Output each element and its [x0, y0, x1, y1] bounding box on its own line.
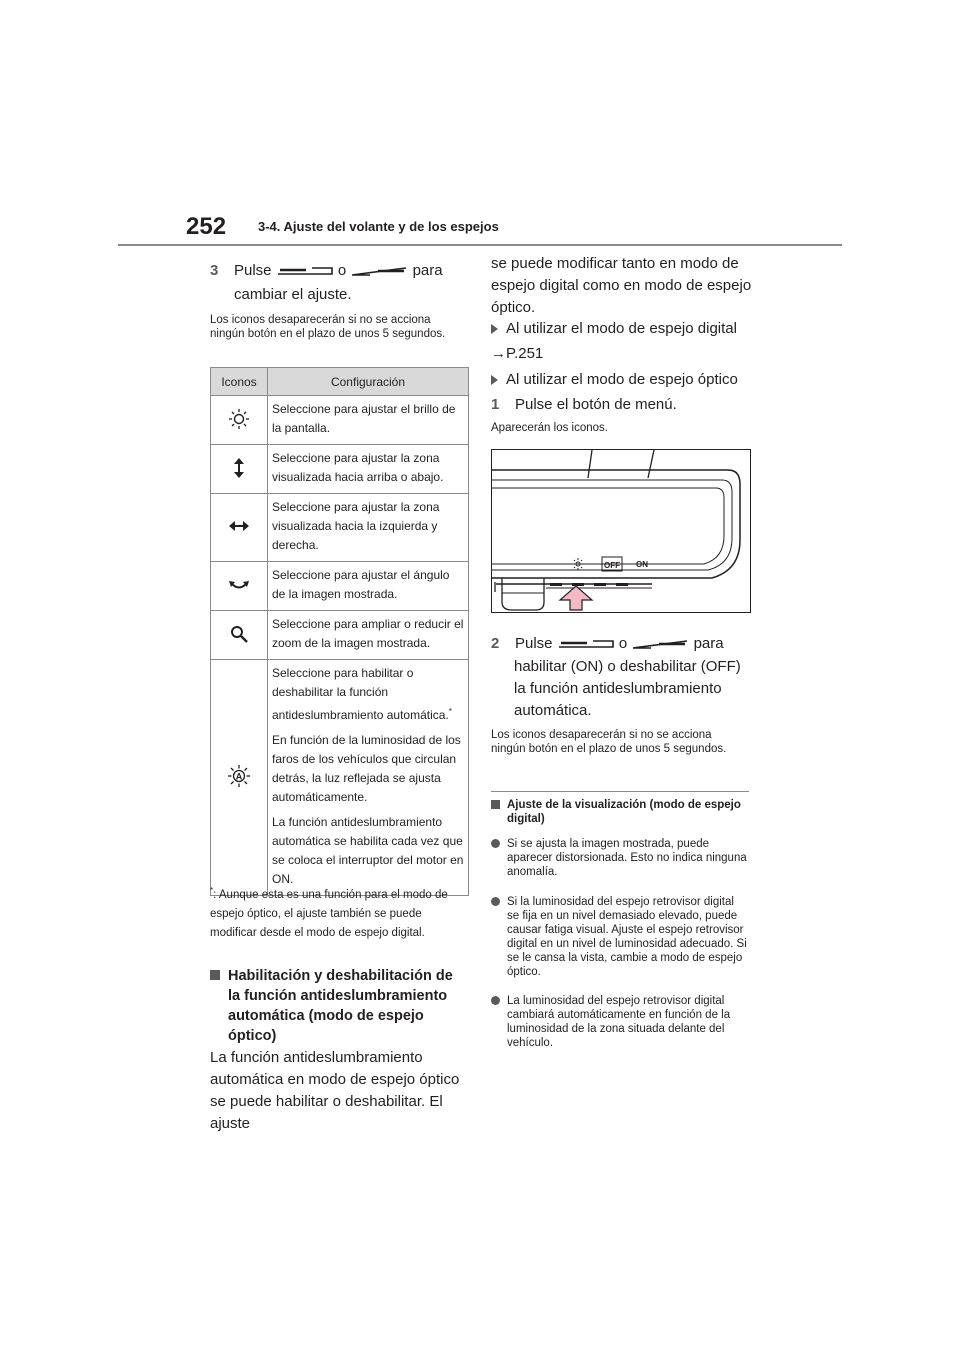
- mirror-illustration: [492, 450, 750, 612]
- brightness-icon: [229, 409, 249, 429]
- step-pulse: Pulse: [234, 262, 272, 279]
- step-3-line2: cambiar el ajuste.: [234, 286, 352, 303]
- list-item-text: Si la luminosidad del espejo retrovisor digital se fija en un nivel demasiado elevado, puede causar fatiga visual. Ajuste el espejo retrovisor digital en un nivel de luminosidad adecuado. Si se le cansa la vista, cambie a modo de espejo óptico.: [507, 896, 747, 978]
- divider: [491, 791, 749, 792]
- footnote-text: : Aunque esta es una función para el modo de espejo óptico, el ajuste también se puede modificar desde el modo de espejo digital.: [210, 888, 448, 939]
- heading-text: Habilitación y deshabilitación de la función antideslumbramiento automática (modo de espejo óptico): [228, 968, 453, 1044]
- col-header-config: Configuración: [268, 368, 469, 396]
- on-label: ON: [636, 560, 648, 569]
- table-row: [211, 660, 469, 896]
- section-heading: [210, 966, 465, 1046]
- table-row: [211, 494, 469, 562]
- svg-text:A: A: [235, 771, 243, 782]
- step-2: [491, 633, 761, 655]
- table-row: [211, 611, 469, 660]
- page-number: 252: [186, 213, 227, 240]
- step-or: o: [337, 262, 347, 279]
- vertical-arrows-icon: [233, 458, 245, 478]
- off-label: OFF: [604, 561, 620, 570]
- optical-mode-heading: [491, 369, 761, 391]
- body-text-continued: se puede modificar tanto en modo de espejo digital como en modo de espejo óptico.: [491, 255, 752, 316]
- footnote: [210, 881, 468, 943]
- step-3: [210, 260, 470, 282]
- icons-table: [210, 367, 469, 896]
- horizontal-arrows-icon: [229, 520, 249, 532]
- subheading-bullet: [491, 800, 500, 809]
- step-para: para: [693, 635, 724, 652]
- note-timeout-2: Los iconos desaparecerán si no se acciona ningún botón en el plazo de unos 5 segundos.: [491, 729, 727, 755]
- col-header-icons: Iconos: [211, 368, 268, 396]
- digital-mode-text: Al utilizar el modo de espejo digital: [506, 320, 737, 337]
- step-para: para: [412, 262, 443, 279]
- step-2-line4: automática.: [514, 702, 592, 719]
- table-cell: Seleccione para ajustar la zona visualizada hacia la izquierda y derecha.: [268, 494, 469, 562]
- step-number: 1: [491, 396, 500, 413]
- digital-mode-heading: [491, 318, 761, 340]
- note-icons-appear: Aparecerán los iconos.: [491, 422, 608, 434]
- list-item: [491, 837, 749, 879]
- note-timeout: Los iconos desaparecerán si no se acciona ningún botón en el plazo de unos 5 segundos.: [210, 314, 446, 340]
- zoom-icon: [230, 625, 248, 643]
- table-row: [211, 396, 469, 445]
- angle-icon: [229, 579, 249, 591]
- footnote-mark: *: [448, 707, 452, 716]
- bullet-dot-icon: [491, 996, 500, 1005]
- optical-mode-text: Al utilizar el modo de espejo óptico: [506, 371, 738, 388]
- step-text: Pulse el botón de menú.: [515, 396, 677, 413]
- step-pulse: Pulse: [515, 635, 553, 652]
- heading-bullet: [210, 970, 220, 980]
- table-cell: La función antideslumbramiento automática se habilita cada vez que se coloca el interruptor del motor en ON.: [272, 815, 464, 886]
- table-row: [211, 445, 469, 494]
- list-item-text: La luminosidad del espejo retrovisor digital cambiará automáticamente en función de la luminosidad de la zona situada delante del vehículo.: [507, 995, 731, 1049]
- triangle-bullet-icon: [491, 324, 498, 334]
- header-rule: [118, 244, 842, 246]
- table-cell: Seleccione para ajustar la zona visualizada hacia arriba o abajo.: [268, 445, 469, 494]
- down-button-icon: [350, 265, 408, 277]
- up-button-icon: [276, 265, 334, 277]
- mirror-figure: [491, 449, 751, 613]
- triangle-bullet-icon: [491, 375, 498, 385]
- step-2-line2: habilitar (ON) o deshabilitar (OFF): [514, 658, 741, 675]
- down-button-icon: [631, 638, 689, 650]
- up-button-icon: [557, 638, 615, 650]
- table-cell: Seleccione para habilitar o deshabilitar la función antideslumbramiento automática.: [272, 666, 449, 722]
- subheading-text: Ajuste de la visualización (modo de espejo digital): [507, 799, 741, 825]
- table-row: [211, 562, 469, 611]
- list-item-text: Si se ajusta la imagen mostrada, puede aparecer distorsionada. Esto no indica ninguna anomalía.: [507, 838, 747, 878]
- table-cell: Seleccione para ampliar o reducir el zoom de la imagen mostrada.: [268, 611, 469, 660]
- step-2-line3: la función antideslumbramiento: [514, 680, 722, 697]
- body-text: La función antideslumbramiento automática en modo de espejo óptico se puede habilitar o deshabilitar. El ajuste: [210, 1049, 460, 1132]
- section-title: 3-4. Ajuste del volante y de los espejos: [258, 219, 499, 234]
- step-number: 3: [210, 262, 219, 279]
- footnote-marker: *: [210, 886, 214, 895]
- list-item: [491, 994, 749, 1050]
- table-cell: En función de la luminosidad de los faros de los vehículos que circulan detrás, la luz reflejada se ajusta automáticamente.: [272, 733, 461, 804]
- bullet-dot-icon: [491, 897, 500, 906]
- step-or: o: [618, 635, 628, 652]
- subheading: [491, 798, 747, 826]
- table-cell: Seleccione para ajustar el ángulo de la imagen mostrada.: [268, 562, 469, 611]
- step-number: 2: [491, 635, 500, 652]
- auto-antiglare-icon: [228, 765, 250, 787]
- list-item: [491, 895, 749, 979]
- table-cell: Seleccione para ajustar el brillo de la pantalla.: [268, 396, 469, 445]
- page-reference[interactable]: →P.251: [491, 345, 544, 362]
- step-1: [491, 394, 761, 416]
- bullet-dot-icon: [491, 839, 500, 848]
